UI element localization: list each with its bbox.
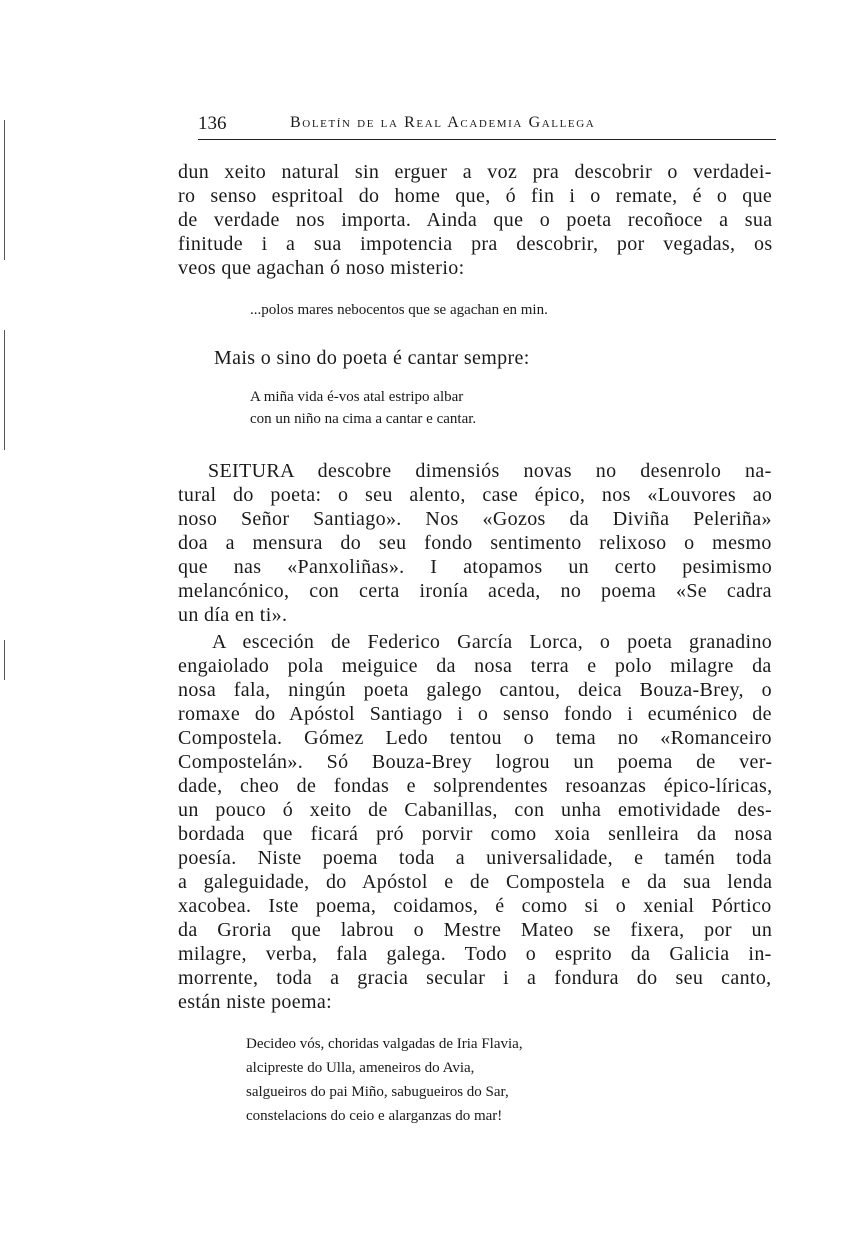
text-line: a galeguidade, do Apóstol e de Compostela e da sua lenda [178,871,773,893]
verse-line: con un niño na cima a cantar e cantar. [250,411,477,427]
paragraph-sing [214,346,774,370]
text-line: que nas «Panxoliñas». I atopamos un certo pesimismo [178,556,773,578]
verse-line: ...polos mares nebocentos que se agachan en min. [250,302,548,318]
text-line: dun xeito natural sin erguer a voz pra descobrir o verdadei- [178,161,772,183]
verse-quote [250,299,548,321]
text-line: dade, cheo de fondas e solprendentes resoanzas épico-líricas, [178,775,773,797]
text-line: están niste poema: [178,991,333,1013]
text-line: un día en ti». [178,604,288,626]
text-line: morrente, toda a gracia secular i a fondura do seu canto, [178,967,772,989]
paragraph-continued [178,160,772,280]
text-line: de verdade nos importa. Ainda que o poeta recoñoce a sua [178,209,773,231]
text-line: melancónico, con certa ironía aceda, no poema «Se cadra [178,580,772,602]
text-line: nosa fala, ningún poeta galego cantou, deica Bouza-Brey, o [178,679,772,701]
text-line: bordada que ficará pró porvir como xoia senlleira da nosa [178,823,773,845]
text-line: romaxe do Apóstol Santiago i o senso fondo i ecuménico de [178,703,772,725]
text-line: SEITURA descobre dimensiós novas no desenrolo na- [208,460,772,482]
text-line: tural do poeta: o seu alento, case épico, nos «Louvores ao [178,484,773,506]
running-head [198,113,776,140]
text-line: ro senso espritoal do home que, ó fin i o remate, é o que [178,185,773,207]
text-line: xacobea. Iste poema, coidamos, é como si o xenial Pórtico [178,895,772,917]
scan-edge-mark [4,330,5,450]
text-line: Compostelán». Só Bouza-Brey logrou un poema de ver- [178,751,773,773]
verse-line: constelacions do ceio e alarganzas do mar! [246,1108,503,1124]
page-number: 136 [198,113,227,134]
paragraph-seitura [178,459,772,627]
scan-edge-mark [4,640,5,680]
text-line: milagre, verba, fala galega. Todo o esprito da Galicia in- [178,943,772,965]
journal-title: Boletín de la Real Academia Gallega [290,114,596,131]
text-line: engaiolado pola meiguice da nosa terra e polo milagre da [178,655,772,677]
text-line: noso Señor Santiago». Nos «Gozos da Diviña Peleriña» [178,508,772,530]
verse-line: Decideo vós, choridas valgadas de Iria Flavia, [246,1036,523,1052]
verse-quote [250,386,476,430]
text-line: Compostela. Gómez Ledo tentou o tema no «Romanceiro [178,727,772,749]
text-line: Mais o sino do poeta é cantar sempre: [214,347,530,369]
text-line: da Groria que labrou o Mestre Mateo se fixera, por un [178,919,773,941]
text-line: A esceción de Federico García Lorca, o poeta granadino [212,631,773,653]
scan-edge-mark [4,120,5,260]
text-line: doa a mensura do seu fondo sentimento relixoso o mesmo [178,532,772,554]
verse-line: salgueiros do pai Miño, sabugueiros do Sar, [246,1084,509,1100]
verse-quote [246,1032,523,1128]
verse-line: A miña vida é-vos atal estripo albar [250,389,464,405]
verse-line: alcipreste do Ulla, ameneiros do Avia, [246,1060,475,1076]
text-line: poesía. Niste poema toda a universalidade, e tamén toda [178,847,772,869]
text-line: un pouco ó xeito de Cabanillas, con unha emotividade des- [178,799,773,821]
paragraph-lorca [178,630,772,1014]
text-line: finitude i a sua impotencia pra descobrir, por vegadas, os [178,233,773,255]
text-line: veos que agachan ó noso misterio: [178,257,465,279]
